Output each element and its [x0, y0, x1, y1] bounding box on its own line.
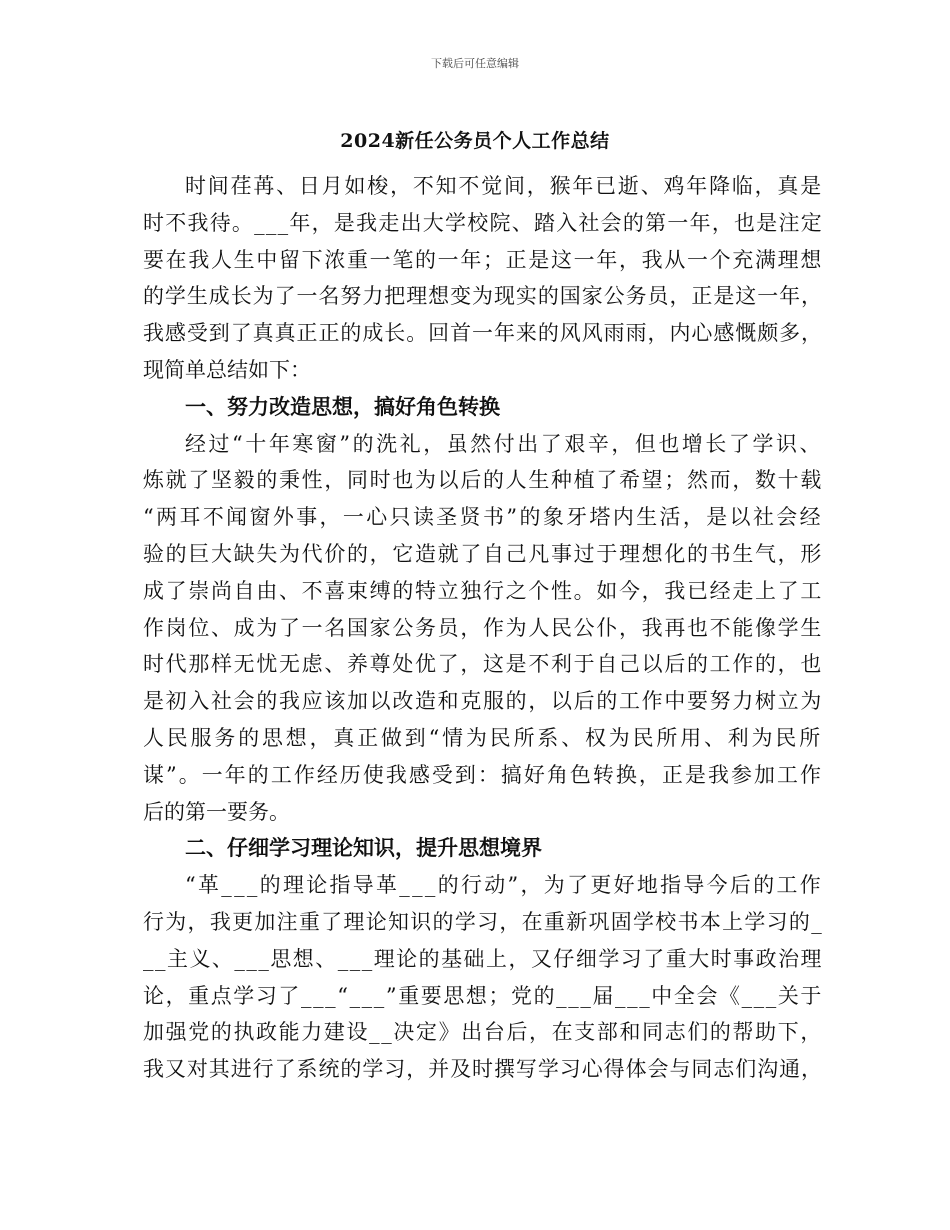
text-line: 时间荏苒、日月如梭，不知不觉间，猴年已逝、鸡年降临，真是: [185, 174, 823, 198]
section-heading: 一、努力改造思想，搞好角色转换: [185, 393, 500, 419]
text-line: 作岗位、成为了一名国家公务员，作为人民公仆，我再也不能像学生: [143, 615, 823, 640]
text-line: 的学生成长为了一名努力把理想变为现实的国家公务员，正是这一年，: [143, 284, 823, 309]
text-line: 加强党的执政能力建设__决定》出台后，在支部和同志们的帮助下，: [143, 1020, 823, 1045]
document-title: 2024新任公务员个人工作总结: [340, 130, 610, 152]
text-line: 要在我人生中留下浓重一笔的一年；正是这一年，我从一个充满理想: [143, 247, 823, 272]
text-line: __主义、___思想、___理论的基础上，又仔细学习了重大时事政治理: [143, 946, 823, 971]
text-line: 论，重点学习了___“___”重要思想；党的___届___中全会《___关于: [143, 983, 823, 1008]
text-line: 成了崇尚自由、不喜束缚的特立独行之个性。如今，我已经走上了工: [143, 578, 823, 603]
header-note: 下载后可任意编辑: [431, 57, 519, 70]
text-line: 我感受到了真真正正的成长。回首一年来的风风雨雨，内心感慨颇多，: [143, 321, 823, 346]
text-line: 炼就了坚毅的秉性，同时也为以后的人生种植了希望；然而，数十载: [143, 468, 823, 493]
text-line: 我又对其进行了系统的学习，并及时撰写学习心得体会与同志们沟通，: [143, 1057, 823, 1082]
document-body: [143, 168, 823, 1088]
text-line: 时代那样无忧无虑、养尊处优了，这是不利于自己以后的工作的，也: [143, 652, 823, 677]
text-line: “革___的理论指导革___的行动”，为了更好地指导今后的工作: [185, 873, 823, 898]
text-line: 经过“十年寒窗”的洗礼，虽然付出了艰辛，但也增长了学识、: [185, 431, 823, 456]
text-line: 验的巨大缺失为代价的，它造就了自己凡事过于理想化的书生气，形: [143, 541, 823, 566]
text-line: 谋”。一年的工作经历使我感受到：搞好角色转换，正是我参加工作: [143, 762, 823, 787]
text-line: 是初入社会的我应该加以改造和克服的，以后的工作中要努力树立为: [143, 689, 823, 714]
section-heading: 二、仔细学习理论知识，提升思想境界: [185, 835, 542, 861]
text-line: “两耳不闻窗外事，一心只读圣贤书”的象牙塔内生活，是以社会经: [143, 505, 823, 530]
text-line: 现简单总结如下：: [143, 357, 311, 382]
text-line: 人民服务的思想，真正做到“情为民所系、权为民所用、利为民所: [143, 725, 823, 750]
text-line: 后的第一要务。: [143, 799, 290, 824]
text-line: 时不我待。___年，是我走出大学校院、踏入社会的第一年，也是注定: [143, 210, 823, 235]
text-line: 行为，我更加注重了理论知识的学习，在重新巩固学校书本上学习的_: [143, 909, 823, 934]
